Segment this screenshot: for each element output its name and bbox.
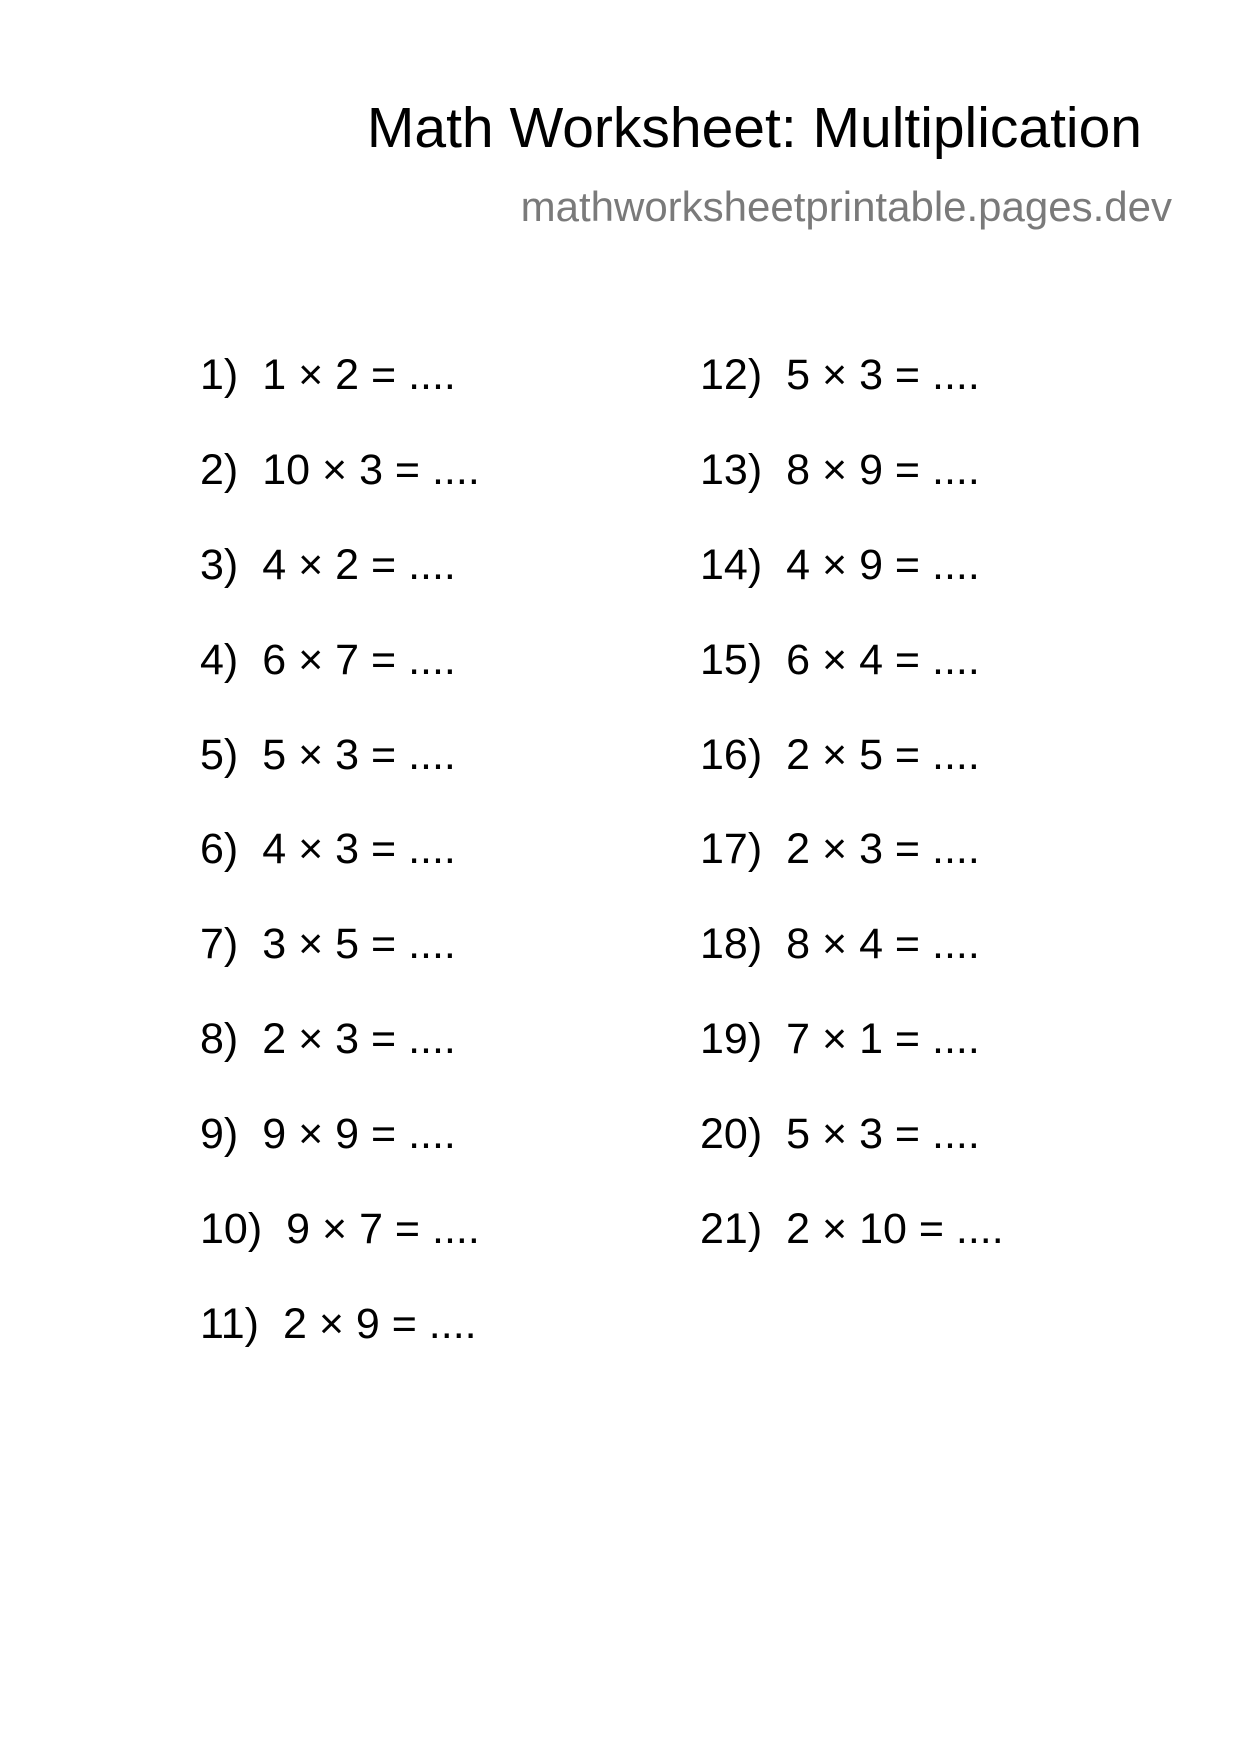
problem-item bbox=[200, 540, 480, 639]
problem-item bbox=[700, 1205, 1004, 1303]
problem-expression: 5 × 3 = .... bbox=[786, 1110, 980, 1159]
problem-item bbox=[700, 1110, 1004, 1208]
problem-item bbox=[200, 1205, 480, 1303]
problem-expression: 10 × 3 = .... bbox=[262, 445, 480, 494]
problem-expression: 8 × 4 = .... bbox=[786, 920, 980, 969]
problem-expression: 2 × 5 = .... bbox=[786, 730, 980, 779]
problem-item bbox=[700, 540, 1004, 639]
problem-number: 5) bbox=[200, 730, 239, 779]
problem-expression: 4 × 2 = .... bbox=[262, 540, 456, 589]
problem-number: 8) bbox=[200, 1015, 239, 1064]
problem-number: 3) bbox=[200, 540, 239, 589]
problem-number: 10) bbox=[200, 1205, 263, 1254]
problem-item bbox=[200, 730, 480, 829]
problem-expression: 3 × 5 = .... bbox=[262, 920, 456, 969]
problem-expression: 5 × 3 = .... bbox=[262, 730, 456, 779]
problem-number: 20) bbox=[700, 1110, 763, 1159]
problem-item bbox=[700, 920, 1004, 1018]
problem-expression: 1 × 2 = .... bbox=[262, 351, 456, 399]
problem-number: 14) bbox=[700, 540, 763, 589]
problem-expression: 2 × 9 = .... bbox=[282, 1299, 477, 1348]
problem-item bbox=[200, 351, 480, 449]
problem-expression: 2 × 3 = .... bbox=[786, 825, 980, 874]
problem-expression: 7 × 1 = .... bbox=[786, 1015, 980, 1064]
problem-number: 9) bbox=[200, 1110, 239, 1159]
problem-item bbox=[200, 1110, 480, 1208]
problem-number: 7) bbox=[200, 920, 239, 969]
problem-number: 4) bbox=[200, 635, 239, 684]
problem-item bbox=[200, 1015, 480, 1113]
problem-number: 13) bbox=[700, 445, 763, 494]
problem-expression: 6 × 7 = .... bbox=[262, 635, 456, 684]
problem-expression: 6 × 4 = .... bbox=[786, 635, 980, 684]
problem-item bbox=[200, 635, 480, 734]
problem-number: 16) bbox=[700, 730, 763, 779]
problem-expression: 4 × 3 = .... bbox=[262, 825, 456, 874]
problem-number: 1) bbox=[200, 351, 239, 399]
problem-item bbox=[700, 1015, 1004, 1113]
problem-item bbox=[200, 1299, 480, 1398]
problem-number: 19) bbox=[700, 1015, 763, 1064]
problem-expression: 8 × 9 = .... bbox=[786, 445, 980, 494]
problem-item bbox=[700, 730, 1004, 829]
problem-number: 11) bbox=[200, 1299, 259, 1348]
problem-number: 15) bbox=[700, 635, 763, 684]
problem-number: 18) bbox=[700, 920, 763, 969]
problem-item bbox=[700, 351, 1004, 449]
problem-item bbox=[200, 825, 480, 923]
problem-number: 17) bbox=[700, 825, 763, 874]
problem-expression: 4 × 9 = .... bbox=[786, 540, 980, 589]
problem-expression: 5 × 3 = .... bbox=[786, 351, 980, 399]
problem-expression: 2 × 3 = .... bbox=[262, 1015, 456, 1064]
problem-number: 12) bbox=[700, 351, 763, 399]
problem-number: 2) bbox=[200, 445, 239, 494]
problem-expression: 9 × 7 = .... bbox=[286, 1205, 480, 1254]
page-title: Math Worksheet: Multiplication bbox=[366, 96, 1142, 160]
problem-item bbox=[700, 635, 1004, 734]
problem-column-right bbox=[700, 351, 1004, 1303]
problem-number: 6) bbox=[200, 825, 239, 874]
problem-number: 21) bbox=[700, 1205, 763, 1254]
problem-item bbox=[200, 445, 480, 544]
problem-expression: 2 × 10 = .... bbox=[786, 1205, 1004, 1254]
problem-item bbox=[700, 445, 1004, 544]
problem-item bbox=[200, 920, 480, 1018]
problem-expression: 9 × 9 = .... bbox=[262, 1110, 456, 1159]
problem-item bbox=[700, 825, 1004, 923]
site-url: mathworksheetprintable.pages.dev bbox=[520, 183, 1172, 230]
problem-column-left bbox=[200, 351, 480, 1398]
